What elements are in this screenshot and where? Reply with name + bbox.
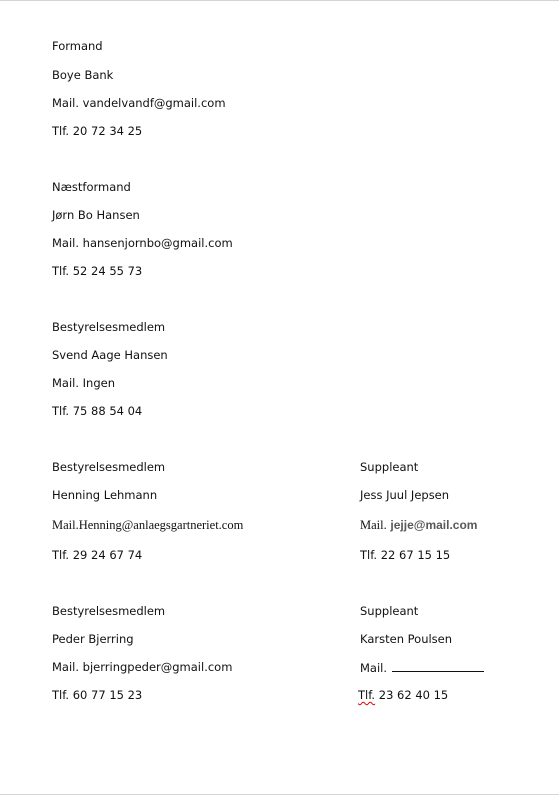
role-member-3: Bestyrelsesmedlem: [52, 604, 166, 618]
role-suppleant-2: Suppleant: [360, 604, 419, 618]
mail-blank-line: [392, 660, 484, 672]
name-suppleant-1: Jess Juul Jepsen: [360, 488, 450, 502]
phone-member-3: Tlf. 60 77 15 23: [52, 688, 143, 702]
mail-member-3: Mail. bjerringpeder@gmail.com: [52, 660, 233, 674]
name-member-2: Henning Lehmann: [52, 488, 158, 502]
page-top-edge: [0, 0, 559, 1]
mail-naestformand: Mail. hansenjornbo@gmail.com: [52, 236, 233, 250]
phone-number-suppleant-2: 23 62 40 15: [378, 688, 449, 702]
mail-prefix-suppleant-2: Mail.: [360, 661, 388, 675]
mail-prefix-suppleant-1: Mail.: [360, 518, 387, 532]
role-suppleant-1: Suppleant: [360, 460, 419, 474]
mail-suppleant-1: [360, 518, 477, 532]
name-formand: Boye Bank: [52, 68, 114, 82]
phone-member-1: Tlf. 75 88 54 04: [52, 404, 143, 418]
phone-suppleant-2: [358, 688, 448, 702]
phone-prefix-suppleant-2: Tlf.: [358, 688, 376, 702]
name-member-3: Peder Bjerring: [52, 632, 134, 646]
phone-member-2: Tlf. 29 24 67 74: [52, 548, 143, 562]
name-suppleant-2: Karsten Poulsen: [360, 632, 453, 646]
page-bottom-edge: [0, 794, 559, 795]
role-formand: Formand: [52, 39, 103, 53]
phone-naestformand: Tlf. 52 24 55 73: [52, 264, 143, 278]
name-member-1: Svend Aage Hansen: [52, 348, 168, 362]
mail-suppleant-2: [360, 660, 484, 675]
role-naestformand: Næstformand: [52, 180, 131, 194]
mail-member-2: Mail.Henning@anlaegsgartneriet.com: [52, 518, 244, 532]
role-member-2: Bestyrelsesmedlem: [52, 460, 166, 474]
name-naestformand: Jørn Bo Hansen: [52, 208, 140, 222]
phone-suppleant-1: Tlf. 22 67 15 15: [360, 548, 451, 562]
mail-address-suppleant-1: jejje@mail.com: [390, 518, 478, 532]
phone-formand: Tlf. 20 72 34 25: [52, 124, 143, 138]
mail-member-1: Mail. Ingen: [52, 376, 116, 390]
role-member-1: Bestyrelsesmedlem: [52, 320, 166, 334]
mail-formand: Mail. vandelvandf@gmail.com: [52, 96, 226, 110]
